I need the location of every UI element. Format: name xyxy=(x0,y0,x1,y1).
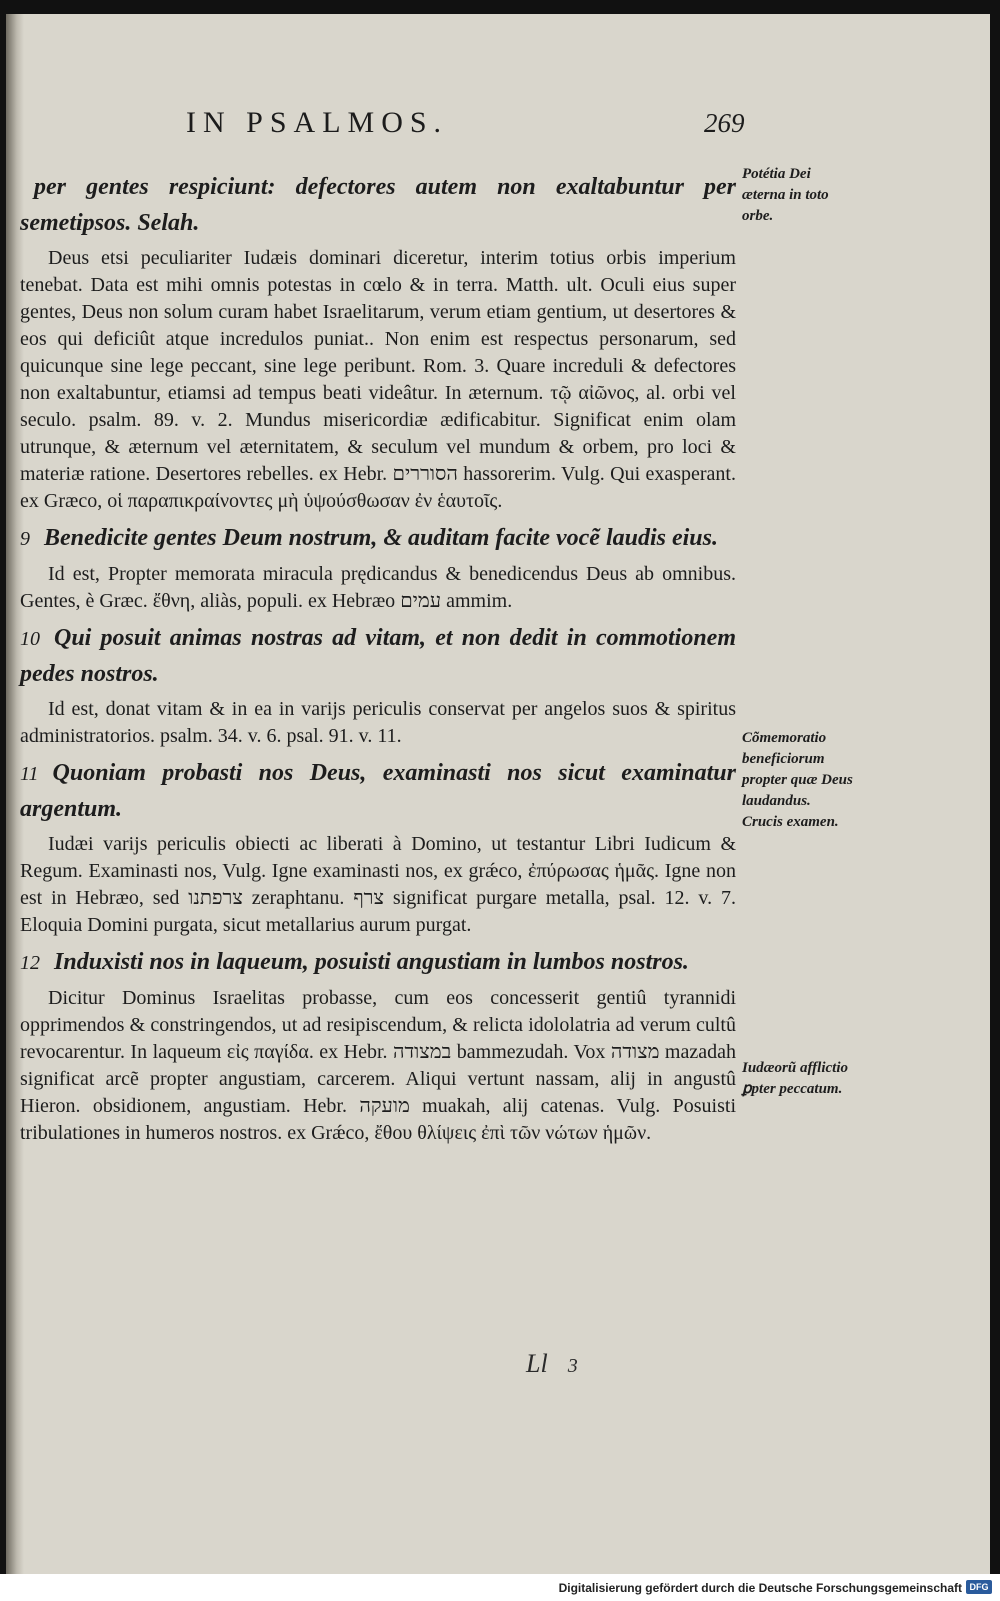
dfg-logo-icon: DFG xyxy=(966,1580,992,1594)
verse-text: Qui posuit animas nostras ad vitam, et non dedit in commotionem pedes nostros. xyxy=(20,625,736,687)
verse-text: Induxisti nos in laqueum, posuisti angustiam in lumbos nostros. xyxy=(54,949,689,975)
footer-credit: Digitalisierung gefördert durch die Deutsche Forschungsgemeinschaft xyxy=(558,1581,962,1595)
margin-note: Iudæorũ afflictio ꝑpter peccatum. xyxy=(742,1060,848,1097)
verse-number: 12 xyxy=(20,952,40,974)
book-page xyxy=(6,14,990,1574)
verse xyxy=(20,621,736,692)
margin-note: Potétia Dei æterna in toto orbe. xyxy=(742,166,829,224)
verse xyxy=(20,945,736,981)
verse-text: Quoniam probasti nos Deus, examinasti nos sicut examinatur argentum. xyxy=(20,760,736,822)
verse xyxy=(20,521,736,557)
footer-bar xyxy=(0,1574,1000,1601)
verse-text: per gentes respiciunt: defectores autem non exaltabuntur per semetipsos. Selah. xyxy=(20,174,736,236)
commentary-paragraph: Iudæi varijs periculis obiecti ac liberati à Domino, ut testantur Libri Iudicum & Regum. Examinasti nos, Vulg. Igne examinasti nos, ex grǽco, ἐπύρωσας ἡμᾶς. Igne non est in Hebræo, sed צרפתנו zeraphtanu. צרף significat purgare metalla, psal. 12. v. 7. Eloquia Domini purgata, sicut metallarius aurum purgat. xyxy=(20,833,736,936)
signature-number: 3 xyxy=(567,1355,578,1377)
commentary-paragraph: Id est, donat vitam & in ea in varijs periculis conservat per angelos suos & spiritus administratorios. psalm. 34. v. 6. psal. 91. v. 11. xyxy=(20,698,736,747)
verse xyxy=(20,756,736,827)
verse-number: 10 xyxy=(20,628,40,650)
commentary-paragraph: Deus etsi peculiariter Iudæis dominari diceretur, interim totius orbis imperium tenebat. Data est mihi omnis potestas in cœlo & in terra. Matth. ult. Oculi eius super gentes, Deus non solum curam habet Israelitarum, verum etiam gentium, ut desertores & eos qui deficiût atque incredulos puniat.. Non enim est respectus personarum, sed quicunque sine lege peccant, sine lege peribunt. Rom. 3. Quare increduli & defectores non exaltabuntur, etiamsi ad tempus beati videâtur. In æternum. τῷ αἰῶνος, al. orbi vel seculo. psalm. 89. v. 2. Mundus misericordiæ ædificabitur. Significat enim olam utrunque, & æternum vel æternitatem, & seculum vel mundum & orbem, pro loci & materiæ ratione. Desertores rebelles. ex Hebr. הסוררים hassorerim. Vulg. Qui exasperant. ex Græco, οἱ παραπικραίνοντες μὴ ὑψούσθωσαν ἐν ἑαυτοῖς. xyxy=(20,247,736,512)
verse-number: 9 xyxy=(20,528,30,550)
verse-text: Benedicite gentes Deum nostrum, & auditam facite vocẽ laudis eius. xyxy=(44,525,718,551)
page-number: 269 xyxy=(704,108,745,138)
text-column xyxy=(20,166,736,1153)
verse-number: 11 xyxy=(20,763,39,785)
signature-letters: Ll xyxy=(526,1349,548,1378)
commentary-paragraph: Dicitur Dominus Israelitas probasse, cum eos concesserit gentiû tyrannidi opprimendos & constringendos, ut ad resipiscendum, & relicta idololatria ad verum cultû revocarentur. In laqueum εἰς παγίδα. ex Hebr. במצודה bammezudah. Vox מצודה mazadah significat arcẽ propter angustiam, carcerem. Aliqui vertunt nassam, alij in angustû Hieron. obsidionem, angustiam. Hebr. מועקה muakah, alij catenas. Vulg. Posuisti tribulationes in humeros nostros. ex Grǽco, ἔθου θλίψεις ἐπὶ τῶν νώτων ἡμῶν. xyxy=(20,987,736,1144)
verse xyxy=(20,170,736,241)
margin-note: Cõmemoratio beneficiorum propter quæ Deus laudandus. Crucis examen. xyxy=(742,730,853,830)
signature-mark xyxy=(526,1349,578,1379)
commentary-paragraph: Id est, Propter memorata miracula prędicandus & benedicendus Deus ab omnibus. Gentes, è Græc. ἔθνη, aliàs, populi. ex Hebræo עמים ammim. xyxy=(20,563,736,612)
running-title: IN PSALMOS. xyxy=(186,106,449,139)
